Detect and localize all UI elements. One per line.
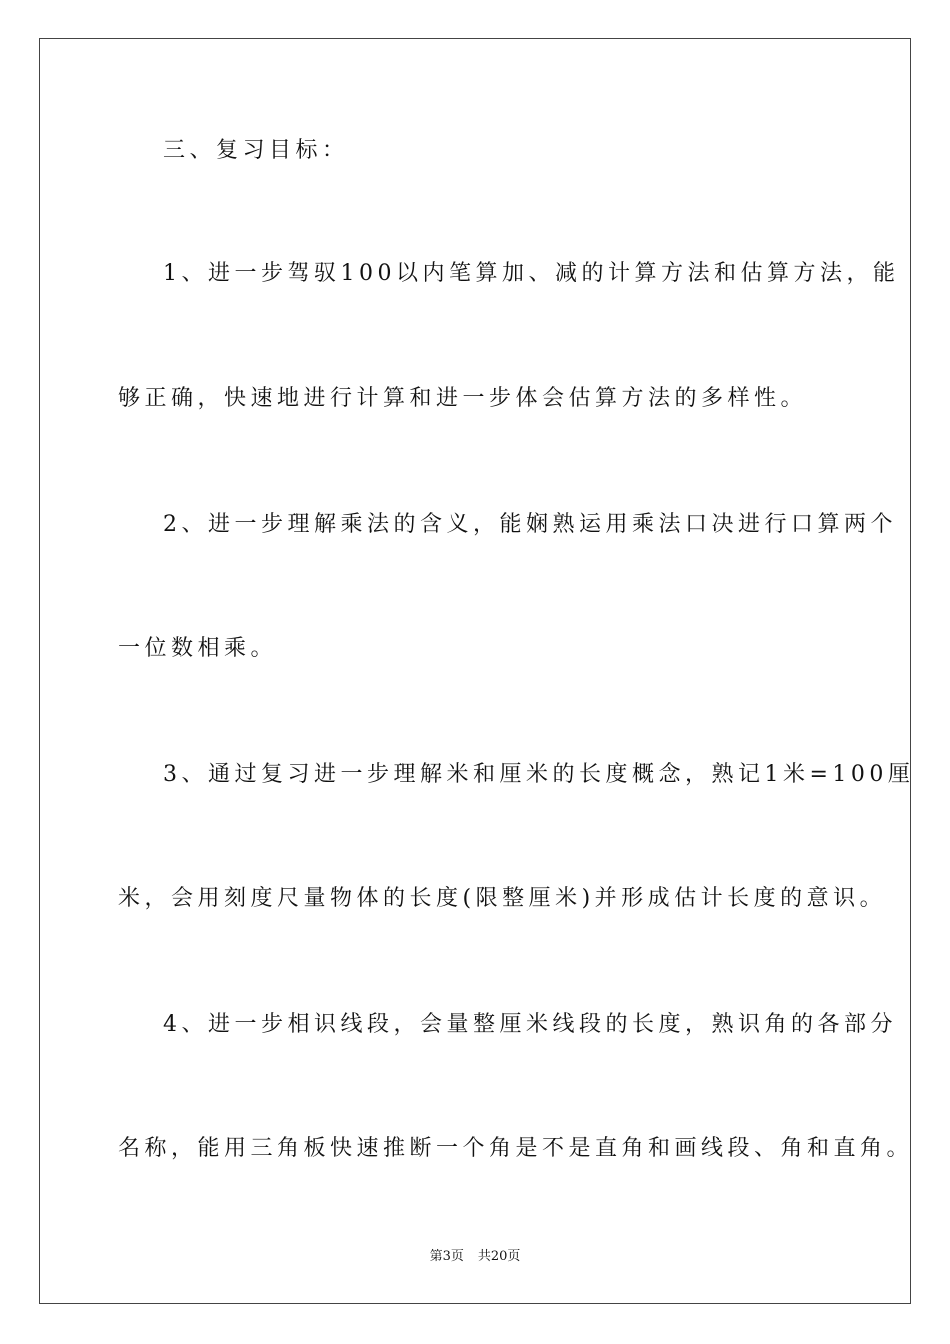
paragraph-line: 2、进一步理解乘法的含义，能娴熟运用乘法口决进行口算两个 [163, 512, 897, 537]
paragraph-line: 够正确，快速地进行计算和进一步体会估算方法的多样性。 [118, 386, 808, 411]
paragraph-line: 1、进一步驾驭100以内笔算加、减的计算方法和估算方法，能 [163, 261, 900, 286]
paragraph-line: 3、通过复习进一步理解米和厘米的长度概念，熟记1米=100厘 [163, 762, 915, 787]
paragraph-line: 一位数相乘。 [118, 636, 278, 661]
paragraph-line: 4、进一步相识线段，会量整厘米线段的长度，熟识角的各部分 [163, 1012, 897, 1037]
paragraph-line: 米，会用刻度尺量物体的长度(限整厘米)并形成估计长度的意识。 [118, 886, 887, 911]
page-footer [0, 1248, 950, 1266]
page-border [39, 38, 915, 1304]
total-pages: 共20页 [477, 1249, 521, 1264]
section-heading: 三、复习目标： [163, 138, 349, 163]
paragraph-line: 名称，能用三角板快速推断一个角是不是直角和画线段、角和直角。 [118, 1136, 914, 1161]
page-number: 第3页 [429, 1249, 464, 1264]
